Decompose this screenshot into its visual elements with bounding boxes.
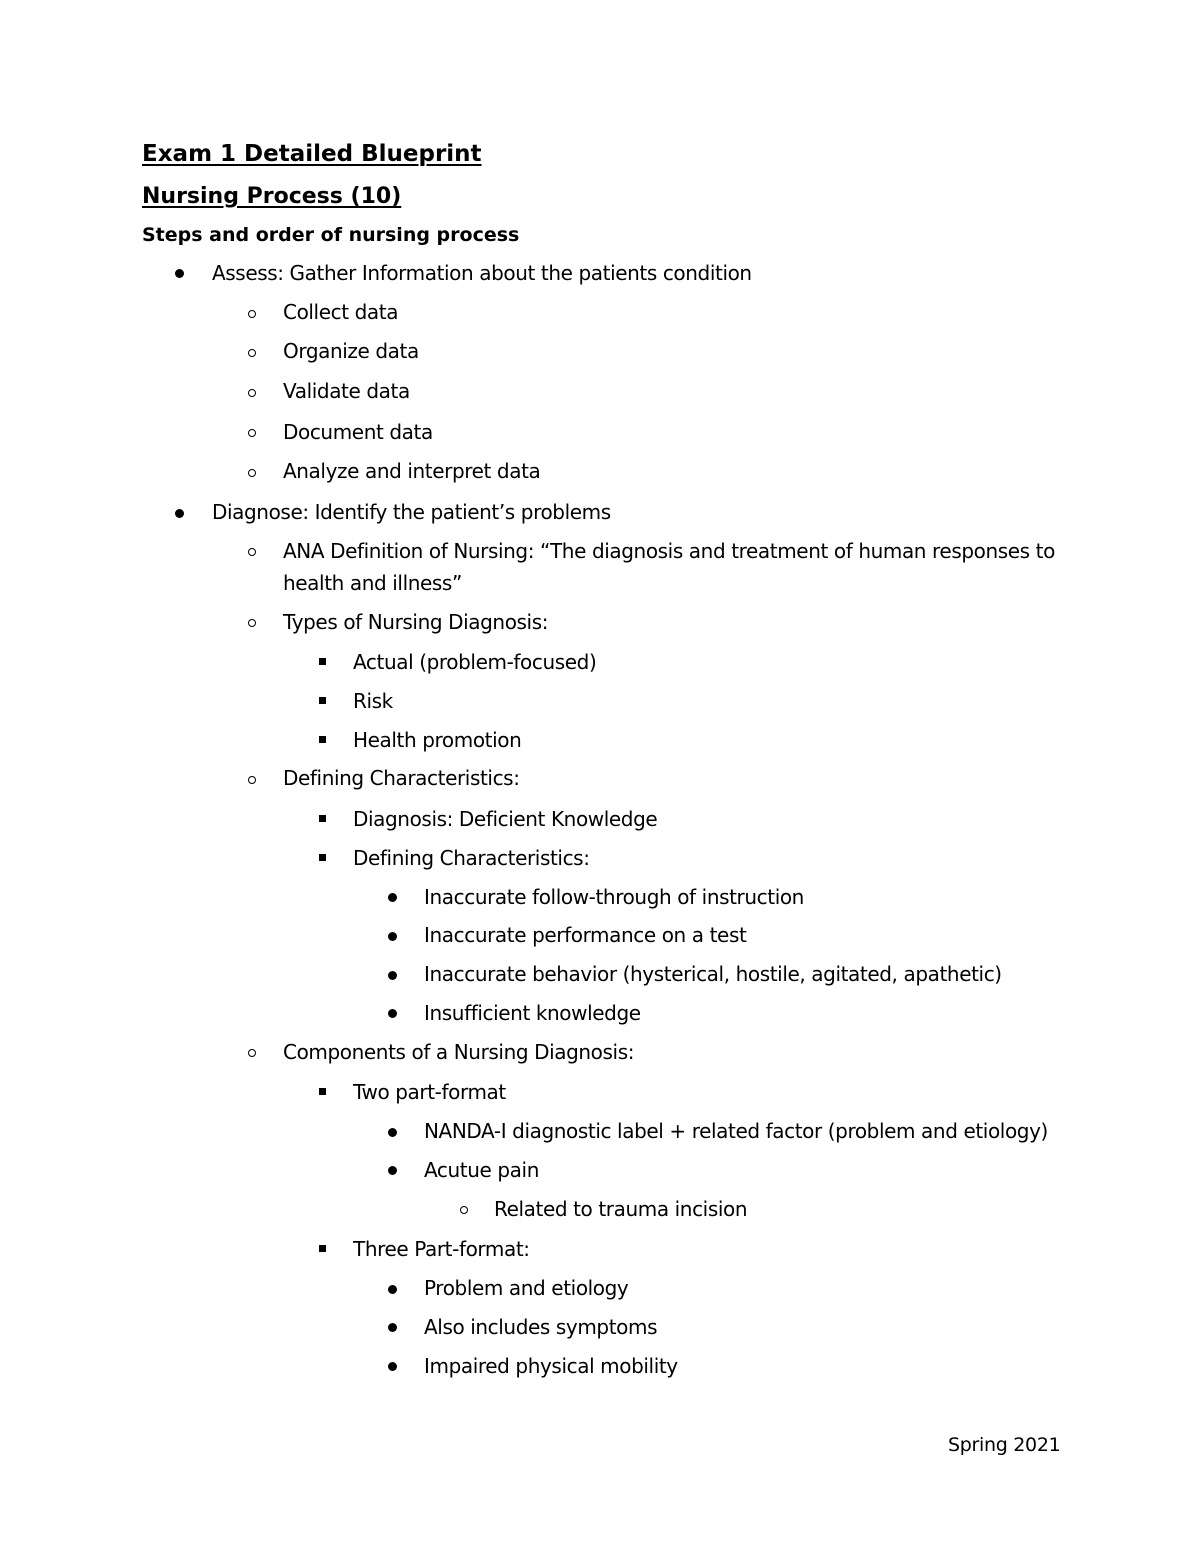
list-item-collect: Collect data <box>283 300 399 324</box>
list-item-defining-characteristics-2: Defining Characteristics: <box>353 846 590 870</box>
bullet-square-icon <box>319 697 326 704</box>
list-item-organize: Organize data <box>283 339 419 363</box>
bullet-disc-icon <box>388 971 397 980</box>
bullet-disc-icon <box>388 1009 397 1018</box>
list-item-deficient-knowledge: Diagnosis: Deficient Knowledge <box>353 807 658 831</box>
bullet-circle-icon <box>248 469 256 477</box>
list-item-components: Components of a Nursing Diagnosis: <box>283 1040 635 1064</box>
list-item-nanda: NANDA-I diagnostic label + related factor (problem and etiology) <box>424 1119 1048 1143</box>
bullet-disc-icon <box>388 1323 397 1332</box>
bullet-disc-icon <box>388 1166 397 1175</box>
bullet-circle-icon <box>248 776 256 784</box>
list-item-problem-etiology: Problem and etiology <box>424 1276 629 1300</box>
list-item-risk: Risk <box>353 689 393 713</box>
list-item-health-promotion: Health promotion <box>353 728 522 752</box>
list-item-three-part: Three Part-format: <box>353 1237 530 1261</box>
list-item-two-part: Two part-format <box>353 1080 506 1104</box>
bullet-circle-icon <box>248 1049 256 1057</box>
list-item-related-trauma: Related to trauma incision <box>494 1197 748 1221</box>
list-item-validate: Validate data <box>283 379 410 403</box>
bullet-disc-icon <box>388 1285 397 1294</box>
bullet-disc-icon <box>388 893 397 902</box>
bullet-circle-icon <box>248 310 256 318</box>
bullet-disc-icon <box>388 1128 397 1137</box>
page-footer: Spring 2021 <box>948 1434 1061 1456</box>
bullet-circle-icon <box>248 389 256 397</box>
subheading: Steps and order of nursing process <box>142 224 520 246</box>
list-item-ana-definition-cont: health and illness” <box>283 571 462 595</box>
bullet-disc-icon <box>388 1362 397 1371</box>
bullet-circle-icon <box>248 349 256 357</box>
list-item-diagnose: Diagnose: Identify the patient’s problems <box>212 500 611 524</box>
list-item-inaccurate-performance: Inaccurate performance on a test <box>424 923 747 947</box>
bullet-square-icon <box>319 854 326 861</box>
list-item-defining-characteristics: Defining Characteristics: <box>283 766 520 790</box>
list-item-symptoms: Also includes symptoms <box>424 1315 658 1339</box>
bullet-circle-icon <box>248 429 256 437</box>
list-item-actual: Actual (problem-focused) <box>353 650 597 674</box>
bullet-circle-icon <box>248 548 256 556</box>
bullet-circle-icon <box>460 1206 468 1214</box>
bullet-square-icon <box>319 736 326 743</box>
list-item-impaired-mobility: Impaired physical mobility <box>424 1354 678 1378</box>
list-item-types: Types of Nursing Diagnosis: <box>283 610 549 634</box>
bullet-disc-icon <box>175 509 184 518</box>
bullet-square-icon <box>319 1088 326 1095</box>
list-item-inaccurate-behavior: Inaccurate behavior (hysterical, hostile, agitated, apathetic) <box>424 962 1002 986</box>
list-item-analyze: Analyze and interpret data <box>283 459 541 483</box>
list-item-acute-pain: Acutue pain <box>424 1158 539 1182</box>
list-item-document: Document data <box>283 420 433 444</box>
list-item-insufficient-knowledge: Insufficient knowledge <box>424 1001 641 1025</box>
section-heading: Nursing Process (10) <box>142 184 402 209</box>
bullet-circle-icon <box>248 619 256 627</box>
list-item-inaccurate-follow: Inaccurate follow-through of instruction <box>424 885 804 909</box>
bullet-square-icon <box>319 1245 326 1252</box>
bullet-square-icon <box>319 658 326 665</box>
bullet-disc-icon <box>175 269 184 278</box>
bullet-square-icon <box>319 815 326 822</box>
list-item-assess: Assess: Gather Information about the patients condition <box>212 261 752 285</box>
bullet-disc-icon <box>388 932 397 941</box>
list-item-ana-definition: ANA Definition of Nursing: “The diagnosis and treatment of human responses to <box>283 539 1055 563</box>
document-title: Exam 1 Detailed Blueprint <box>142 141 482 167</box>
